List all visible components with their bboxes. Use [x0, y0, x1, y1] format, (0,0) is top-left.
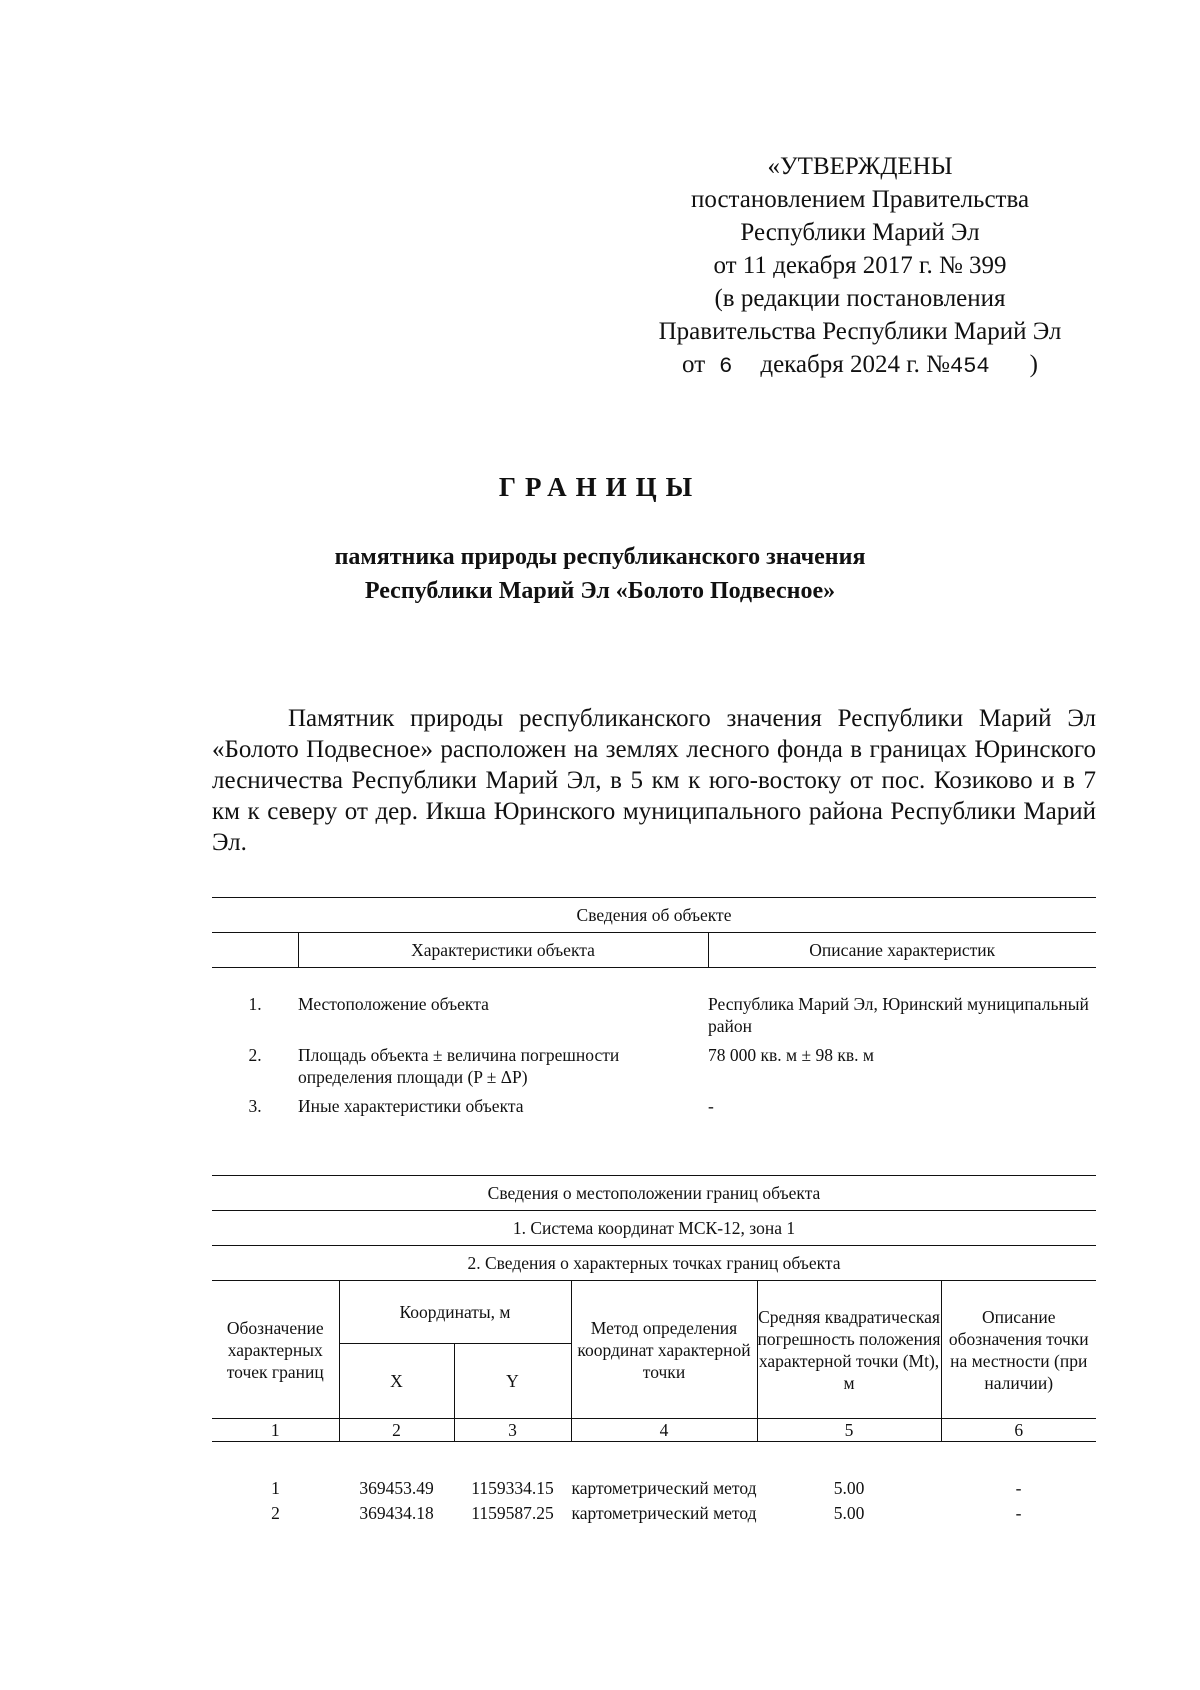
row-name: Иные характеристики объекта — [298, 1096, 524, 1116]
row-number: 1. — [248, 994, 262, 1014]
cell-y: 1159587.25 — [471, 1503, 554, 1523]
col-number: 5 — [757, 1419, 941, 1442]
table-row — [212, 1501, 1096, 1526]
col-number: 6 — [941, 1419, 1096, 1442]
approval-line-2: постановлением Правительства — [690, 186, 1030, 213]
approval-date-prefix: от — [682, 351, 706, 378]
col-description: Описание характеристик — [708, 933, 1096, 968]
cell-error: 5.00 — [833, 1503, 865, 1523]
table-row — [212, 1095, 1096, 1124]
subtitle-line-1: памятника природы республиканского значения — [334, 544, 866, 570]
col-number: 4 — [571, 1419, 757, 1442]
points-header: 2. Сведения о характерных точках границ объекта — [212, 1246, 1096, 1281]
cell-marking: - — [1015, 1478, 1022, 1498]
cell-x: 369434.18 — [359, 1503, 434, 1523]
approval-line-3: Республики Марий Эл — [740, 219, 980, 246]
row-value: - — [708, 1096, 714, 1116]
boundary-info-header: Сведения о местоположении границ объекта — [212, 1176, 1096, 1211]
col-number: 2 — [339, 1419, 454, 1442]
col-point: Обозначение характерных точек границ — [212, 1281, 339, 1419]
approval-stamp — [600, 150, 1120, 383]
table-row — [212, 968, 1096, 1045]
subtitle-line-2: Республики Марий Эл «Болото Подвесное» — [364, 578, 836, 604]
table-row — [212, 1044, 1096, 1095]
col-coordinates: Координаты, м — [339, 1281, 571, 1344]
coordinate-system: 1. Система координат МСК-12, зона 1 — [212, 1211, 1096, 1246]
approval-line-4: от 11 декабря 2017 г. № 399 — [713, 252, 1007, 279]
cell-y: 1159334.15 — [471, 1478, 554, 1498]
approval-line-7 — [600, 348, 1120, 383]
col-x: X — [339, 1344, 454, 1419]
approval-line-6: Правительства Республики Марий Эл — [658, 318, 1062, 345]
cell-point: 2 — [271, 1503, 280, 1523]
col-y: Y — [454, 1344, 571, 1419]
cell-marking: - — [1015, 1503, 1022, 1523]
boundary-info-table — [212, 1175, 1096, 1526]
cell-method: картометрический метод — [571, 1478, 757, 1498]
cell-error: 5.00 — [833, 1478, 865, 1498]
row-number: 3. — [248, 1096, 262, 1116]
table-row — [212, 1442, 1096, 1502]
object-info-table — [212, 897, 1096, 1124]
approval-day: 6 — [719, 354, 733, 379]
description-paragraph — [212, 703, 1096, 858]
col-number: 3 — [454, 1419, 571, 1442]
approval-number: 454 — [950, 354, 990, 379]
paragraph-text: Памятник природы республиканского значения Республики Марий Эл «Болото Подвесное» расположен на землях лесного фонда в границах Юринского лесничества Республики Марий Эл, в 5 км к юго-востоку от пос. Козиково и в 7 км к северу от дер. Икша Юринского муниципального района Республики Марий Эл. — [212, 705, 1096, 856]
cell-point: 1 — [271, 1478, 280, 1498]
approval-line-5: (в редакции постановления — [714, 285, 1006, 312]
cell-method: картометрический метод — [571, 1503, 757, 1523]
col-characteristics: Характеристики объекта — [298, 933, 708, 968]
document-subtitle — [0, 540, 1200, 608]
row-value: 78 000 кв. м ± 98 кв. м — [708, 1045, 874, 1065]
approval-line-1: «УТВЕРЖДЕНЫ — [767, 153, 953, 180]
row-name: Площадь объекта ± величина погрешности определения площади (P ± ΔP) — [298, 1045, 620, 1087]
col-error: Средняя квадратическая погрешность положения характерной точки (Mt), м — [757, 1281, 941, 1419]
row-value: Республика Марий Эл, Юринский муниципальный район — [708, 994, 1089, 1036]
row-name: Местоположение объекта — [298, 994, 489, 1014]
cell-x: 369453.49 — [359, 1478, 434, 1498]
object-info-header: Сведения об объекте — [212, 898, 1096, 933]
col-method: Метод определения координат характерной точки — [571, 1281, 757, 1419]
document-title: ГРАНИЦЫ — [498, 472, 702, 502]
col-marking: Описание обозначения точки на местности (при наличии) — [941, 1281, 1096, 1419]
row-number: 2. — [248, 1045, 262, 1065]
blank-cell — [212, 933, 298, 968]
approval-date-mid: декабря 2024 г. № — [760, 351, 951, 378]
col-number: 1 — [212, 1419, 339, 1442]
approval-date-suffix: ) — [1029, 351, 1038, 378]
